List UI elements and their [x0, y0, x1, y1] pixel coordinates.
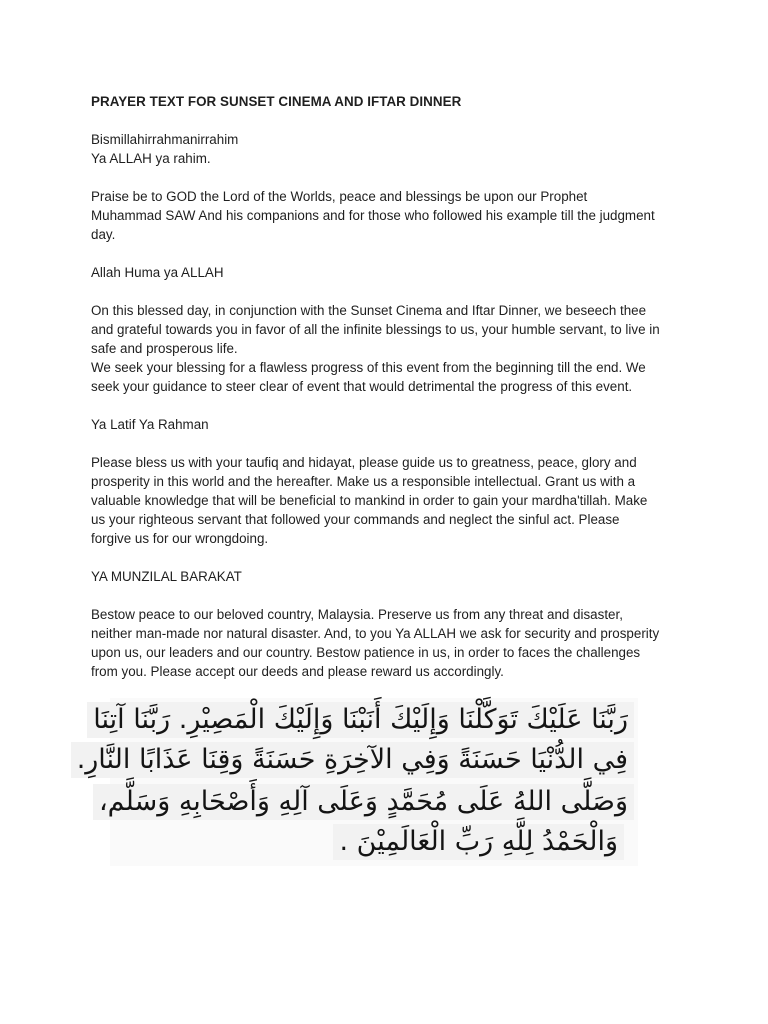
document-title: PRAYER TEXT FOR SUNSET CINEMA AND IFTAR DINNER [91, 94, 462, 109]
text-line: neither man-made nor natural disaster. And, to you Ya ALLAH we ask for security and prosperity [91, 626, 660, 641]
text-line: from you. Please accept our deeds and please reward us accordingly. [91, 664, 504, 679]
text-line: and grateful towards you in favor of all the infinite blessings to us, your humble servant, to live in [91, 322, 660, 337]
arabic-prayer-line: رَبَّنَا عَلَيْكَ تَوَكَّلْنَا وَإِلَيْكَ أَنَبْنَا وَإِلَيْكَ الْمَصِيْرِ. رَبَّنَا آتِنَا [87, 702, 634, 738]
arabic-prayer-line: وَالْحَمْدُ لِلَّهِ رَبِّ الْعَالَمِيْنَ . [333, 824, 624, 860]
text-line: Allah Huma ya ALLAH [91, 265, 224, 280]
text-line: upon us, our leaders and our country. Bestow patience in us, in order to faces the challenges [91, 645, 641, 660]
paragraph-heading-munzilal-barakat [91, 567, 691, 586]
text-line: Ya ALLAH ya rahim. [91, 151, 211, 166]
paragraph-heading-ya-latif [91, 415, 691, 434]
arabic-prayer-line: وَصَلَّى اللهُ عَلَى مُحَمَّدٍ وَعَلَى آلِهِ وَأَصْحَابِهِ وَسَلَّم، [93, 784, 634, 820]
arabic-prayer-line: فِي الدُّنْيَا حَسَنَةً وَفِي الآخِرَةِ حَسَنَةً وَقِنَا عَذَابًا النَّارِ. [71, 742, 634, 778]
text-line: forgive us for our wrongdoing. [91, 531, 269, 546]
text-line: prosperity in this world and the hereafter. Make us a responsible intellectual. Grant us with a [91, 474, 636, 489]
paragraph-heading-allah-huma [91, 263, 691, 282]
text-line: Muhammad SAW And his companions and for those who followed his example till the judgment [91, 208, 655, 223]
text-line: us your righteous servant that followed your commands and neglect the sinful act. Please [91, 512, 620, 527]
document-body [91, 92, 691, 700]
paragraph-blessed-day [91, 301, 691, 396]
text-line: Bestow peace to our beloved country, Malaysia. Preserve us from any threat and disaster, [91, 607, 623, 622]
arabic-prayer-block [76, 698, 638, 866]
text-line: YA MUNZILAL BARAKAT [91, 569, 242, 584]
text-line: We seek your blessing for a flawless progress of this event from the beginning till the end. We [91, 360, 646, 375]
text-line: On this blessed day, in conjunction with the Sunset Cinema and Iftar Dinner, we beseech thee [91, 303, 647, 318]
text-line: Bismillahirrahmanirrahim [91, 132, 239, 147]
text-line: Please bless us with your taufiq and hidayat, please guide us to greatness, peace, glory and [91, 455, 637, 470]
paragraph-bless-us [91, 453, 691, 548]
text-line: safe and prosperous life. [91, 341, 238, 356]
paragraph-opening [91, 130, 691, 168]
text-line: day. [91, 227, 116, 242]
text-line: valuable knowledge that will be beneficial to mankind in order to gain your mardha'tillah. Make [91, 493, 648, 508]
text-line: Ya Latif Ya Rahman [91, 417, 209, 432]
paragraph-praise [91, 187, 691, 244]
text-line: seek your guidance to steer clear of event that would detrimental the progress of this event. [91, 379, 633, 394]
text-line: Praise be to GOD the Lord of the Worlds, peace and blessings be upon our Prophet [91, 189, 588, 204]
paragraph-bestow-peace [91, 605, 691, 681]
